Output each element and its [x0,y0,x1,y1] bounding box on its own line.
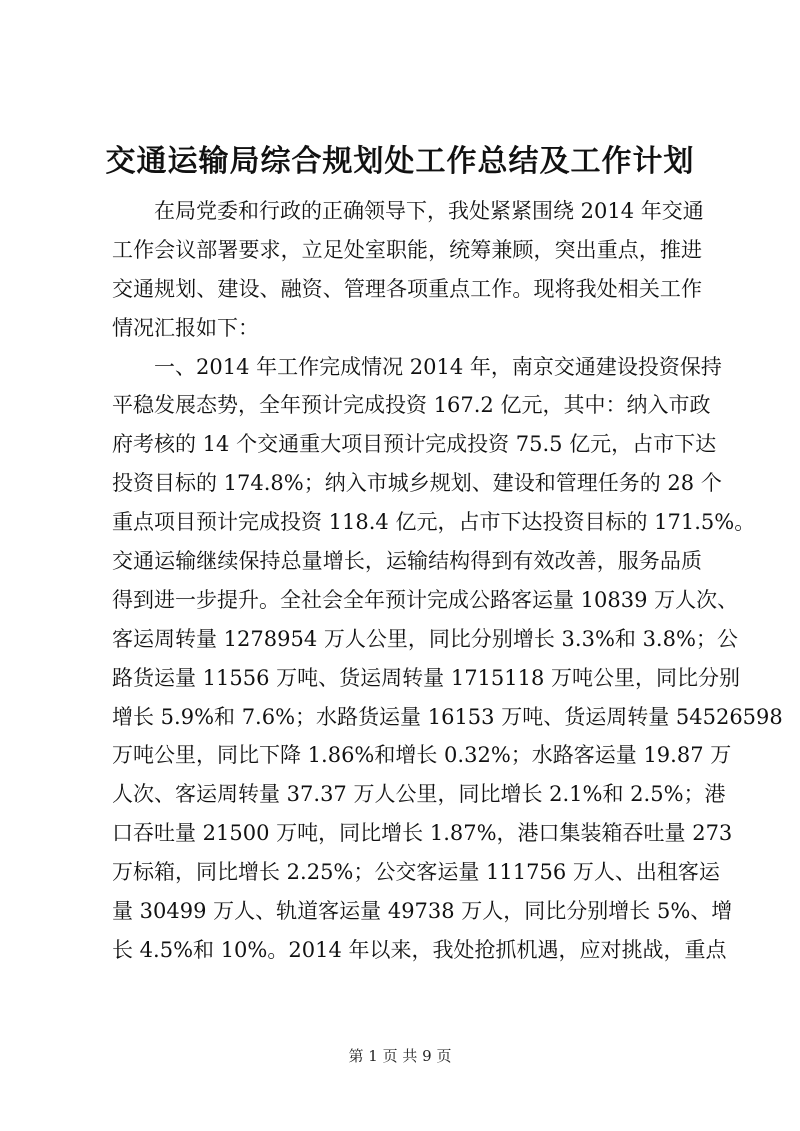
body-line: 万标箱，同比增长 2.25%；公交客运量 111756 万人、出租客运 [112,860,720,885]
body-line: 口吞吐量 21500 万吨，同比增长 1.87%，港口集装箱吞吐量 273 [112,821,733,846]
document-body [112,192,783,970]
body-line: 交通运输继续保持总量增长，运输结构得到有效改善，服务品质 [112,549,702,574]
body-line: 路货运量 11556 万吨、货运周转量 1715118 万吨公里，同比分别 [112,665,741,690]
body-line: 重点项目预计完成投资 118.4 亿元，占市下达投资目标的 171.5%。 [112,510,756,535]
body-line: 量 30499 万人、轨道客运量 49738 万人，同比分别增长 5%、增 [112,899,733,924]
body-line: 交通规划、建设、融资、管理各项重点工作。现将我处相关工作 [112,276,702,301]
body-line: 在局党委和行政的正确领导下，我处紧紧围绕 2014 年交通 [112,199,704,223]
body-line: 客运周转量 1278954 万人公里，同比分别增长 3.3%和 3.8%；公 [112,626,738,651]
document-title: 交通运输局综合规划处工作总结及工作计划 [105,144,695,179]
body-line: 得到进一步提升。全社会全年预计完成公路客运量 10839 万人次、 [112,587,739,612]
body-line: 平稳发展态势，全年预计完成投资 167.2 亿元，其中：纳入市政 [112,393,711,418]
body-line: 万吨公里，同比下降 1.86%和增长 0.32%；水路客运量 19.87 万 [112,743,732,768]
body-line: 工作会议部署要求，立足处室职能，统筹兼顾，突出重点，推进 [112,237,702,262]
body-line: 府考核的 14 个交通重大项目预计完成投资 75.5 亿元，占市下达 [112,432,717,457]
body-line: 投资目标的 174.8%；纳入市城乡规划、建设和管理任务的 28 个 [112,471,722,496]
body-line: 增长 5.9%和 7.6%；水路货运量 16153 万吨、货运周转量 54526598 [112,704,783,729]
body-line: 情况汇报如下： [112,315,259,340]
body-line: 长 4.5%和 10%。2014 年以来，我处抢抓机遇，应对挑战，重点 [112,937,727,962]
body-line: 人次、客运周转量 37.37 万人公里，同比增长 2.1%和 2.5%；港 [112,782,726,807]
body-line: 一、2014 年工作完成情况 2014 年，南京交通建设投资保持 [112,354,722,379]
page-footer: 第 1 页 共 9 页 [348,1047,452,1065]
